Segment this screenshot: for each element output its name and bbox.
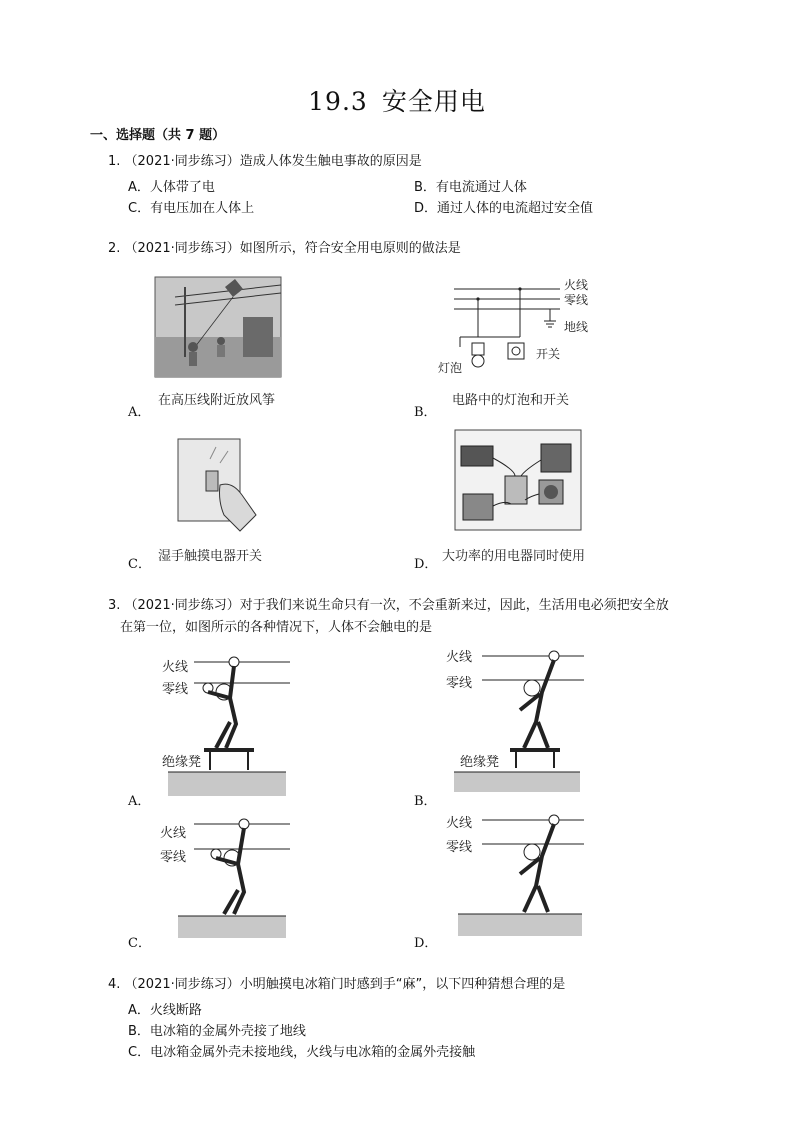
q2-caption-d: 大功率的用电器同时使用 [442, 549, 586, 564]
circuit-switch-label: 开关 [536, 347, 561, 361]
q3b-live-label: 火线 [446, 650, 473, 665]
q2-option-a: A． [128, 405, 151, 420]
section-number: 19.3 [308, 87, 368, 116]
q4-option-a: A．火线断路 [128, 1003, 202, 1018]
q4-option-c: C．电冰箱金属外壳未接地线，火线与电冰箱的金属外壳接触 [128, 1045, 476, 1060]
q3c-live-label: 火线 [160, 826, 187, 841]
title-text: 安全用电 [381, 87, 486, 116]
q3c-neutral-label: 零线 [160, 850, 187, 865]
q1-option-d: D．通过人体的电流超过安全值 [414, 201, 594, 216]
appliances-image [455, 430, 581, 530]
circuit-bulb-label: 灯泡 [438, 361, 463, 375]
kite-powerline-image [155, 277, 281, 377]
q2-option-b: B． [414, 405, 437, 420]
q3d-neutral-label: 零线 [446, 840, 473, 855]
q1-option-a: A．人体带了电 [128, 180, 215, 195]
question-1-stem: 1. （2021·同步练习）造成人体发生触电事故的原因是 [108, 154, 422, 169]
q3-figure-b [444, 644, 584, 794]
wet-hand-switch-image [170, 435, 260, 535]
q2-caption-b: 电路中的灯泡和开关 [452, 393, 570, 408]
q2-option-c: C． [128, 557, 151, 572]
q1-option-c: C．有电压加在人体上 [128, 201, 255, 216]
q2-option-d: D． [414, 557, 438, 572]
q3d-live-label: 火线 [446, 816, 473, 831]
q3-option-c: C． [128, 936, 151, 951]
q3-option-b: B． [414, 794, 437, 809]
q3a-neutral-label: 零线 [162, 682, 189, 697]
q3-option-a: A． [128, 794, 151, 809]
q2-caption-a: 在高压线附近放风筝 [158, 393, 276, 408]
q3-option-d: D． [414, 936, 438, 951]
q3a-live-label: 火线 [162, 660, 189, 675]
question-4-stem: 4. （2021·同步练习）小明触摸电冰箱门时感到手“麻”，以下四种猜想合理的是 [108, 977, 566, 992]
q3a-stool-label: 绝缘凳 [162, 755, 202, 770]
question-3-stem-line2: 在第一位，如图所示的各种情况下，人体不会触电的是 [120, 620, 433, 635]
q1-option-b: B．有电流通过人体 [414, 180, 527, 195]
circuit-live-label: 火线 [564, 278, 589, 292]
circuit-ground-label: 地线 [564, 320, 589, 334]
q3b-stool-label: 绝缘凳 [460, 755, 500, 770]
question-3-stem-line1: 3. （2021·同步练习）对于我们来说生命只有一次，不会重新来过，因此，生活用电必须把安全放 [108, 598, 669, 613]
page-title [0, 82, 794, 118]
section-heading: 一、选择题（共 7 题） [90, 128, 226, 143]
question-2-stem: 2. （2021·同步练习）如图所示，符合安全用电原则的做法是 [108, 241, 461, 256]
q2-caption-c: 湿手触摸电器开关 [158, 549, 263, 564]
q4-option-b: B．电冰箱的金属外壳接了地线 [128, 1024, 306, 1039]
circuit-neutral-label: 零线 [564, 293, 589, 307]
q3b-neutral-label: 零线 [446, 676, 473, 691]
